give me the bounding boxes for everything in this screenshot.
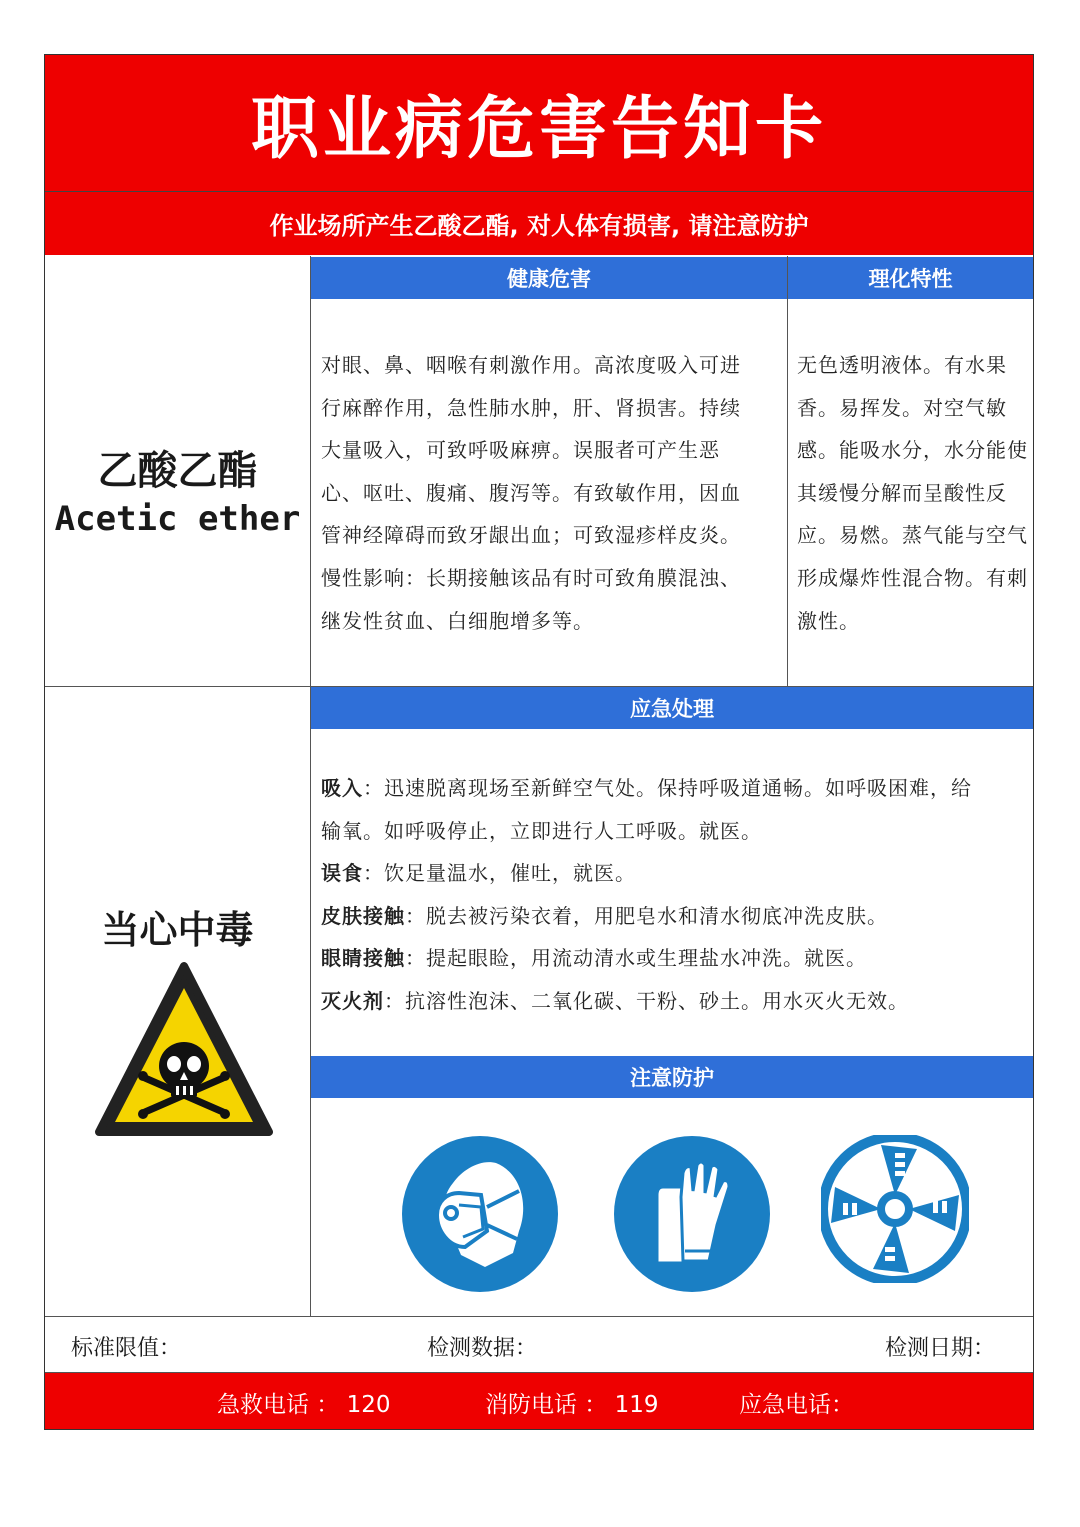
health-line: 行麻醉作用，急性肺水肿，肝、肾损害。持续 [321, 395, 741, 420]
warning-label: 当心中毒 [101, 908, 254, 952]
toxic-skull-triangle-icon [93, 960, 275, 1140]
emergency-line-text: 输氧。如呼吸停止，立即进行人工呼吸。就医。 [321, 818, 762, 843]
health-line: 心、呕吐、腹痛、腹泻等。有致敏作用，因血 [321, 480, 741, 505]
health-line: 对眼、鼻、咽喉有刺激作用。高浓度吸入可进 [321, 353, 741, 377]
physchem-line: 其缓慢分解而呈酸性反 [797, 480, 1007, 505]
page-subtitle: 作业场所产生乙酸乙酯, 对人体有损害, 请注意防护 [45, 192, 1033, 255]
emergency-line-text: ：脱去被污染衣着，用肥皂水和清水彻底冲洗皮肤。 [405, 903, 888, 928]
health-line: 继发性贫血、白细胞增多等。 [321, 608, 594, 633]
physchem-line: 香。易挥发。对空气敏 [797, 395, 1007, 420]
first-aid-phone: 急救电话 ： 120 [217, 1392, 391, 1418]
physchem-line: 应。易燃。蒸气能与空气 [797, 523, 1028, 548]
protection-heading: 注意防护 [311, 1056, 1033, 1098]
health-line: 大量吸入，可致呼吸麻痹。误服者可产生恶 [321, 438, 720, 463]
physchem-line: 激性。 [797, 608, 860, 633]
standard-limit-label: 标准限值： [71, 1336, 182, 1361]
emergency-line [321, 810, 1029, 853]
physchem-line: 感。能吸水分，水分能使 [797, 438, 1028, 463]
footer-row [45, 1317, 1033, 1372]
emergency-line [321, 852, 1029, 895]
health-hazard-heading: 健康危害 [311, 257, 787, 299]
respirator-mask-icon [401, 1135, 559, 1293]
emergency-line-label: 灭火剂 [321, 988, 384, 1013]
test-data-label: 检测数据： [427, 1336, 538, 1361]
emergency-line-text: ：提起眼睑，用流动清水或生理盐水冲洗。就医。 [405, 946, 867, 971]
health-line: 管神经障碍而致牙龈出血；可致湿疹样皮炎。 [321, 523, 741, 548]
protective-gloves-icon [613, 1135, 771, 1293]
health-hazard-text [321, 344, 783, 642]
emergency-line-text: ：饮足量温水，催吐，就医。 [363, 861, 636, 886]
emergency-line-text: ：迅速脱离现场至新鲜空气处。保持呼吸道通畅。如呼吸困难，给 [363, 776, 972, 800]
phone-bar [45, 1373, 1033, 1429]
grid-divider [310, 256, 311, 1316]
physchem-heading: 理化特性 [788, 257, 1033, 299]
emergency-line [321, 980, 1029, 1023]
emergency-line-text: ：抗溶性泡沫、二氧化碳、干粉、砂土。用水灭火无效。 [384, 988, 909, 1013]
emergency-line-label: 眼睛接触 [321, 946, 405, 971]
emergency-line [321, 937, 1029, 980]
chemical-name-cn: 乙酸乙酯 [97, 448, 258, 494]
emergency-phone: 应急电话： [739, 1392, 854, 1418]
fire-phone: 消防电话 ： 119 [485, 1392, 659, 1418]
physchem-line: 形成爆炸性混合物。有刺 [797, 565, 1028, 590]
emergency-line [321, 767, 1029, 810]
emergency-line-label: 误食 [321, 861, 363, 886]
physchem-line: 无色透明液体。有水果 [797, 353, 1007, 377]
ventilation-icon [821, 1135, 969, 1283]
test-date-label: 检测日期： [885, 1336, 996, 1361]
emergency-text [321, 767, 1029, 1023]
emergency-line [321, 895, 1029, 938]
health-line: 慢性影响：长期接触该品有时可致角膜混浊、 [321, 565, 741, 590]
physchem-text [797, 344, 1031, 642]
emergency-line-label: 吸入 [321, 776, 363, 800]
emergency-heading: 应急处理 [311, 687, 1033, 729]
chemical-name-en: Acetic ether [54, 499, 301, 539]
page-title: 职业病危害告知卡 [45, 55, 1033, 192]
emergency-line-label: 皮肤接触 [321, 903, 405, 928]
hazard-notice-card [44, 54, 1034, 1430]
grid-divider [787, 256, 788, 686]
